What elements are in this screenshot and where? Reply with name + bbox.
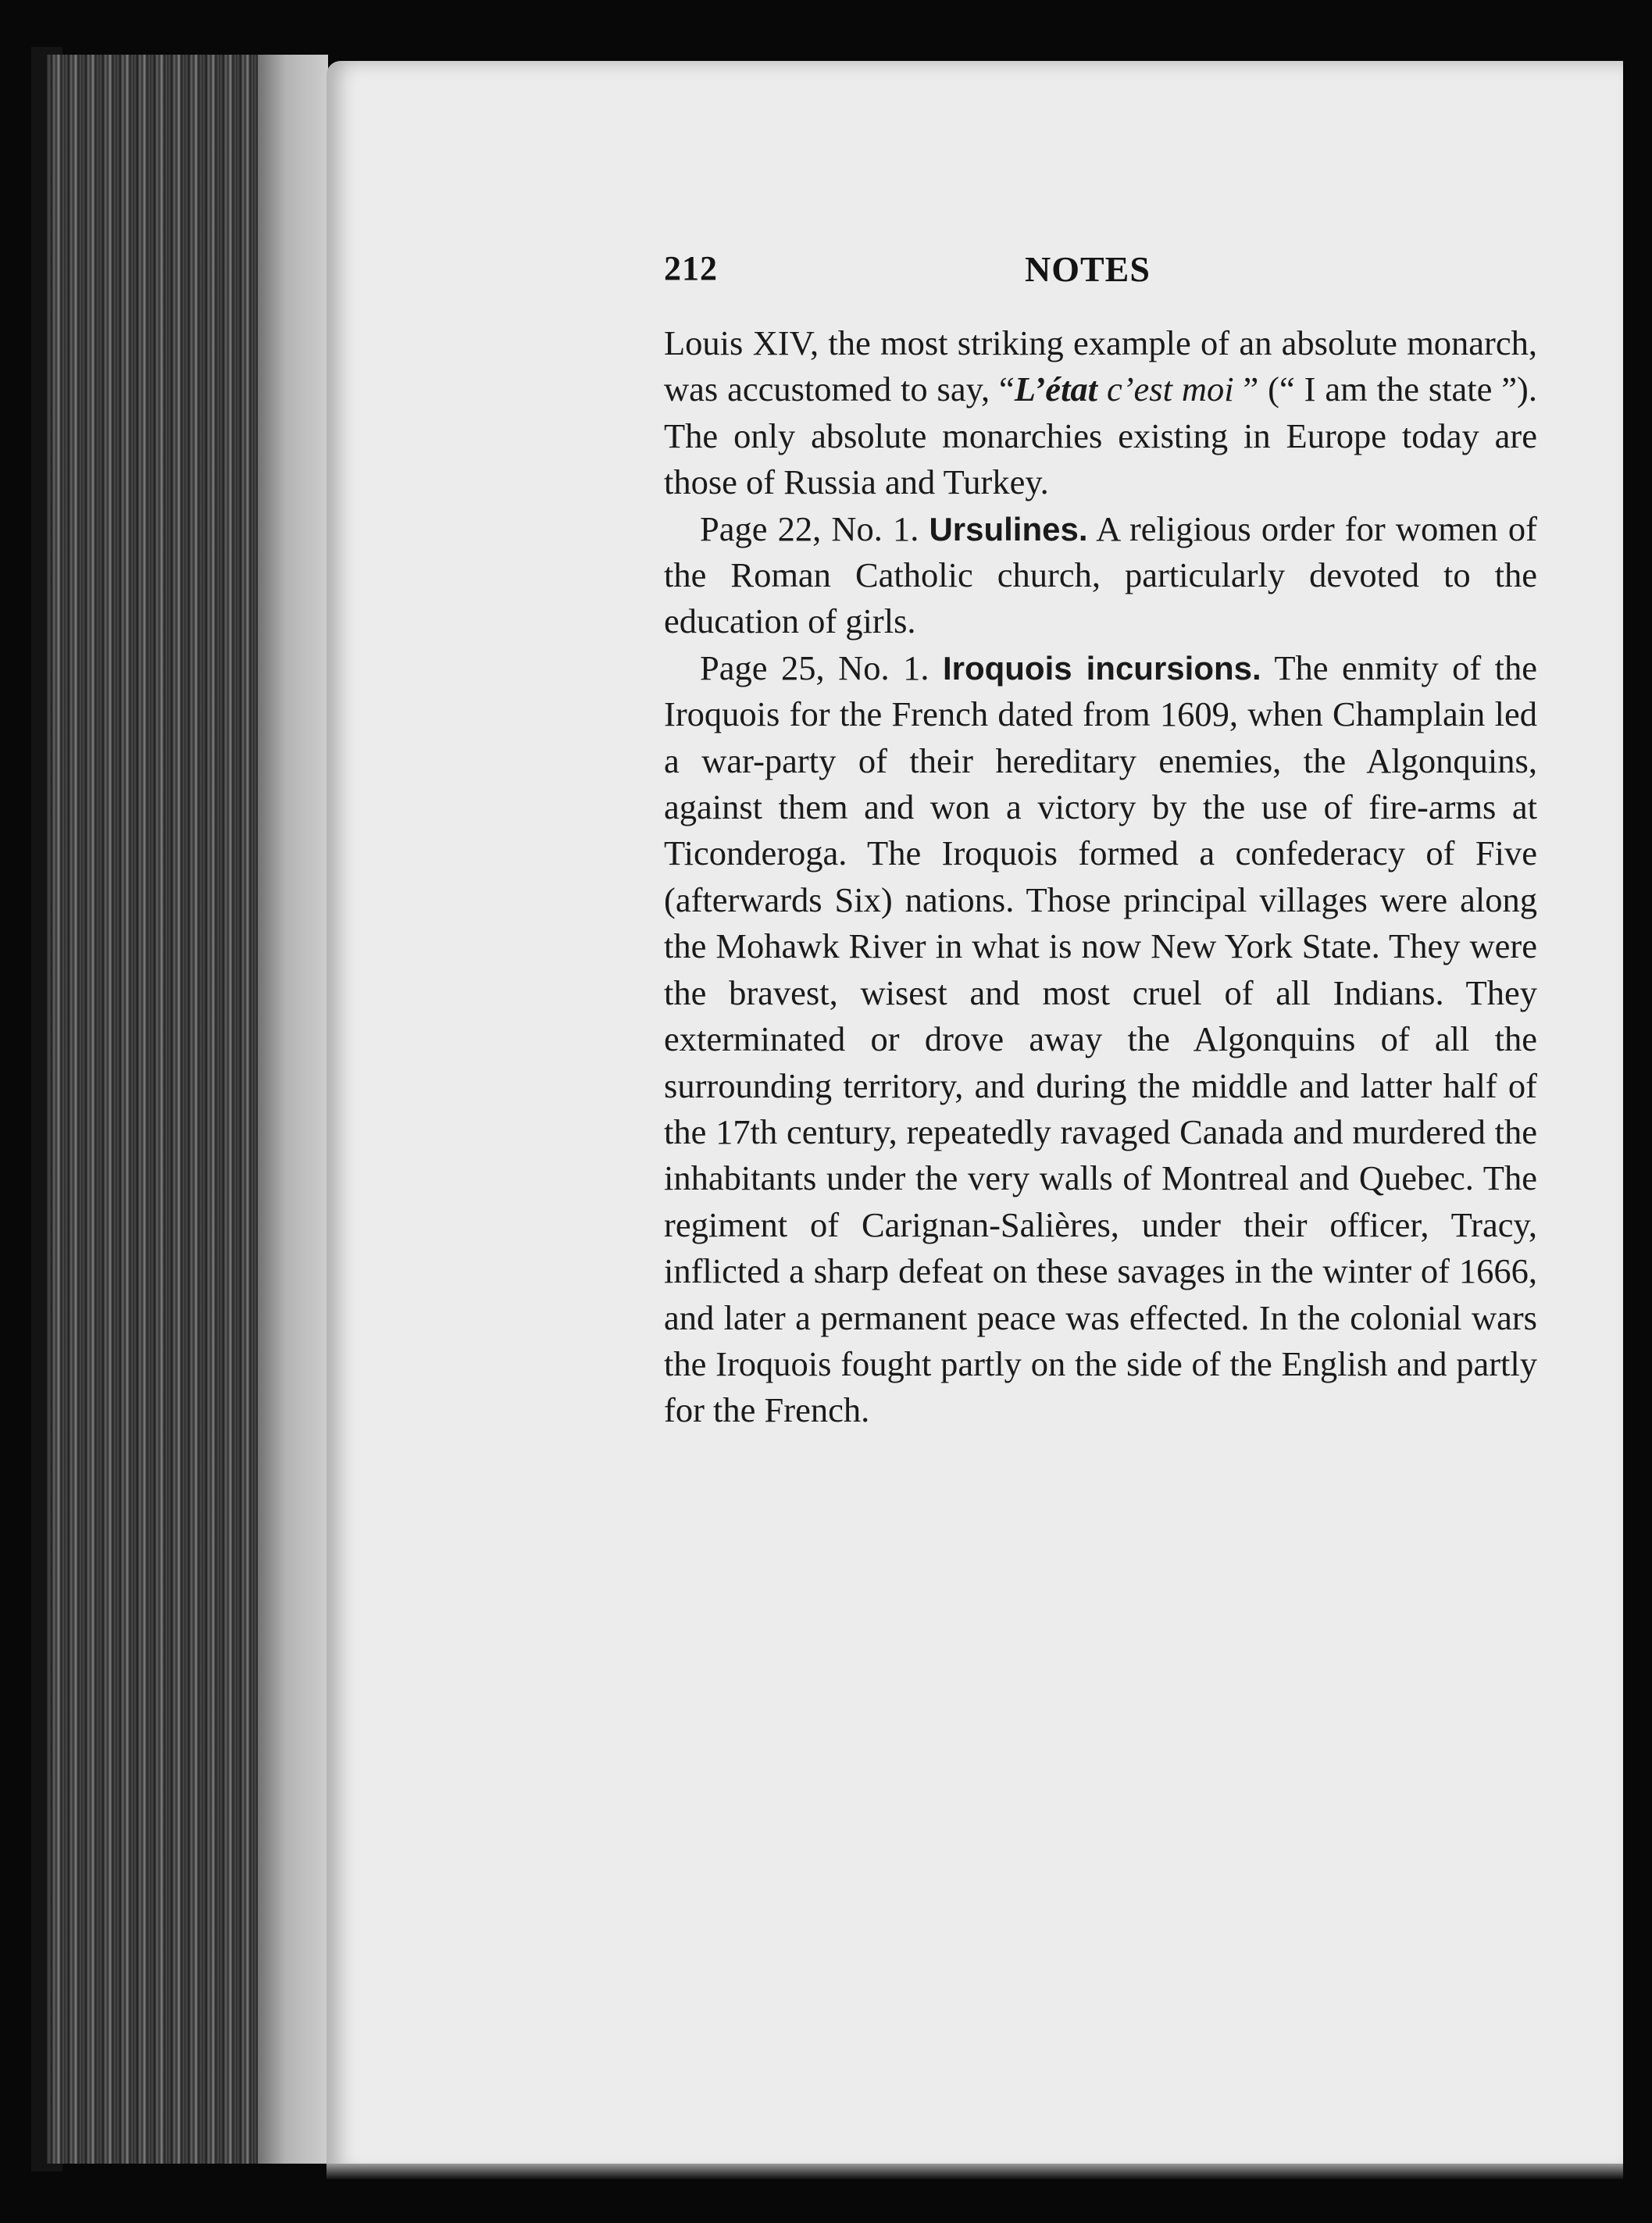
note-heading: Ursulines.: [929, 510, 1088, 548]
note-iroquois: [664, 645, 1537, 1434]
quotation-french: L’état: [1014, 369, 1098, 409]
note-text: A religious order for women of the Roman Catholic church, particularly devoted to the education of girls.: [664, 508, 1537, 641]
notes-body: [664, 320, 1537, 1434]
page-header: [664, 248, 1537, 295]
paragraph-text: Louis XIV, the most striking example of an absolute monarch, was accustomed to say, “: [664, 323, 1537, 409]
page-bottom-shadow: [326, 2164, 1623, 2179]
space: [1097, 369, 1107, 409]
note-ursulines: [664, 506, 1537, 645]
running-head: NOTES: [1025, 249, 1151, 289]
note-reference: Page 22, No. 1.: [700, 508, 929, 548]
note-reference: Page 25, No. 1.: [700, 648, 943, 687]
quotation-french-cont: c’est moi: [1106, 369, 1234, 409]
note-heading: Iroquois incursions.: [942, 649, 1261, 687]
page-edges: [47, 55, 328, 2164]
paragraph-text-cont: ” (“ I am the state ”). The only absolute monarchies existing in Europe today are those of Russia and Turkey.: [664, 369, 1537, 502]
page-number: 212: [664, 249, 718, 287]
paragraph-louis-xiv: [664, 320, 1537, 506]
note-text: The enmity of the Iroquois for the French dated from 1609, when Champlain led a war-party of their hereditary enemies, the Algonquins, against them and won a victory by the use of fire-arms at Ticonderoga. The Iroquois formed a confederacy of Five (afterwards Six) nations. Those principal villages were along the Mohawk River in what is now New York State. They were the bravest, wisest and most cruel of all Indians. They exterminated or drove away the Algonquins of all the surrounding territory, and during the middle and latter half of the 17th century, repeatedly ravaged Canada and murdered the inhabitants under the very walls of Montreal and Quebec. The regiment of Carignan-Salières, under their officer, Tracy, inflicted a sharp defeat on these savages in the winter of 1666, and later a permanent peace was effected. In the colonial wars the Iroquois fought partly on the side of the English and partly for the French.: [664, 648, 1537, 1430]
